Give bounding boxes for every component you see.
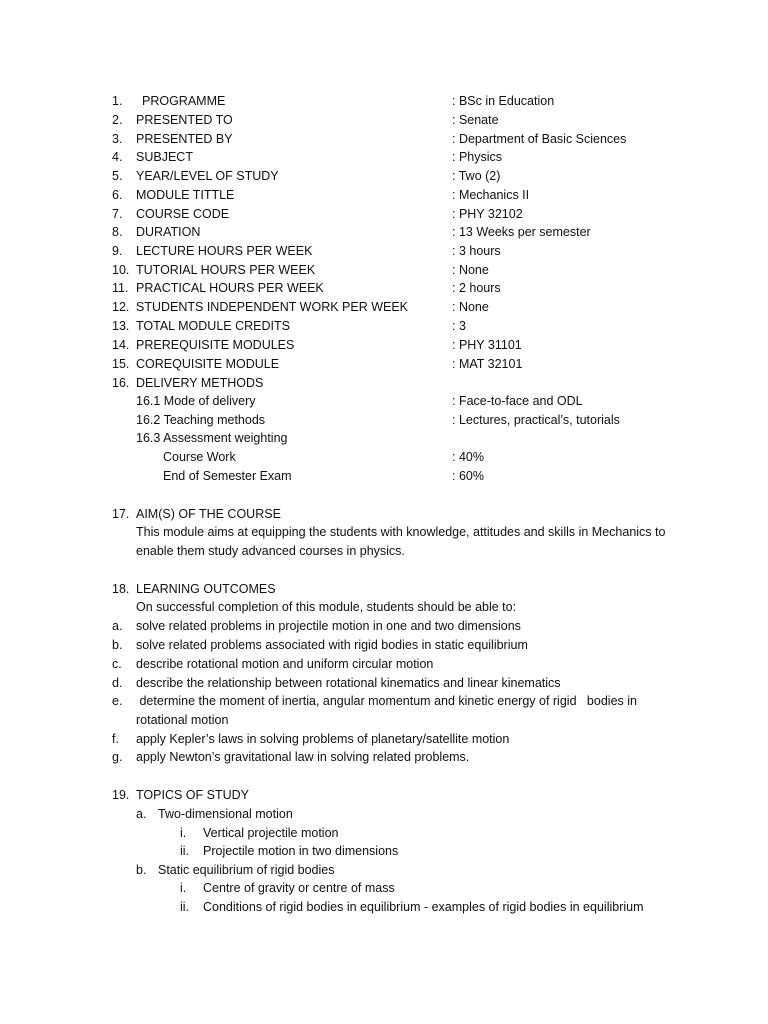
- assessment-weighting-label: 16.3 Assessment weighting: [136, 431, 288, 445]
- outcome-item: [0, 617, 700, 635]
- delivery-mode-row: [0, 392, 700, 410]
- info-row-year-level: [0, 167, 700, 185]
- roman-numeral: ii.: [180, 900, 190, 914]
- info-row-presented-by: [0, 130, 700, 148]
- item-number: 14.: [112, 338, 130, 352]
- topic-item: [0, 805, 700, 823]
- teaching-methods-row: [0, 411, 700, 429]
- item-value: : PHY 32102: [452, 207, 523, 221]
- item-number: 19.: [112, 788, 130, 802]
- item-number: 4.: [112, 150, 123, 164]
- info-row-tutorial-hours: [0, 261, 700, 279]
- outcome-item: [0, 730, 700, 748]
- teaching-methods-label: 16.2 Teaching methods: [136, 413, 266, 427]
- info-row-lecture-hours: [0, 242, 700, 260]
- item-value: : 3 hours: [452, 244, 501, 258]
- topic-letter: a.: [136, 807, 147, 821]
- item-number: 15.: [112, 357, 130, 371]
- subtopic-text: Vertical projectile motion: [203, 826, 339, 840]
- exam-row: [0, 467, 700, 485]
- info-row-corequisite: [0, 355, 700, 373]
- subtopic-item: [0, 842, 700, 860]
- info-row-subject: [0, 148, 700, 166]
- outcome-letter: b.: [112, 638, 123, 652]
- item-label: COURSE CODE: [136, 207, 230, 221]
- item-value: : Department of Basic Sciences: [452, 132, 627, 146]
- topic-text: Static equilibrium of rigid bodies: [158, 863, 335, 877]
- outcome-text: determine the moment of inertia, angular momentum and kinetic energy of rigid bodies in rotational motion: [136, 694, 641, 727]
- item-label: MODULE TITTLE: [136, 188, 235, 202]
- item-number: 5.: [112, 169, 123, 183]
- outcome-letter: c.: [112, 657, 122, 671]
- outcomes-intro-row: [0, 598, 700, 616]
- info-row-module-title: [0, 186, 700, 204]
- outcome-item: [0, 636, 700, 654]
- item-label: TUTORIAL HOURS PER WEEK: [136, 263, 316, 277]
- assessment-weighting-row: [0, 429, 700, 447]
- item-label: COREQUISITE MODULE: [136, 357, 280, 371]
- outcome-letter: g.: [112, 750, 123, 764]
- subtopic-item: [0, 898, 700, 916]
- info-row-presented-to: [0, 111, 700, 129]
- delivery-mode-value: : Face-to-face and ODL: [452, 394, 583, 408]
- info-row-total-credits: [0, 317, 700, 335]
- item-label: PRESENTED TO: [136, 113, 233, 127]
- item-value: : Mechanics II: [452, 188, 530, 202]
- item-label: TOTAL MODULE CREDITS: [136, 319, 290, 333]
- subtopic-item: [0, 879, 700, 897]
- outcome-letter: e.: [112, 694, 123, 708]
- roman-numeral: i.: [180, 881, 187, 895]
- info-row-course-code: [0, 205, 700, 223]
- topic-letter: b.: [136, 863, 147, 877]
- item-label: SUBJECT: [136, 150, 193, 164]
- info-row-programme: [0, 92, 700, 110]
- aims-heading-row: [0, 505, 700, 523]
- aims-heading: AIM(S) OF THE COURSE: [136, 507, 281, 521]
- outcome-item: [0, 748, 700, 766]
- subtopic-text: Centre of gravity or centre of mass: [203, 881, 395, 895]
- subtopic-item: [0, 824, 700, 842]
- outcome-text: solve related problems associated with rigid bodies in static equilibrium: [136, 638, 528, 652]
- coursework-value: : 40%: [452, 450, 484, 464]
- item-label: PRESENTED BY: [136, 132, 233, 146]
- topic-text: Two-dimensional motion: [158, 807, 293, 821]
- item-number: 13.: [112, 319, 130, 333]
- info-row-practical-hours: [0, 279, 700, 297]
- item-label: PROGRAMME: [142, 94, 226, 108]
- item-number: 1.: [112, 94, 123, 108]
- item-number: 18.: [112, 582, 130, 596]
- info-row-prerequisite: [0, 336, 700, 354]
- outcome-text: describe the relationship between rotational kinematics and linear kinematics: [136, 676, 561, 690]
- item-value: : Two (2): [452, 169, 501, 183]
- outcome-text: apply Kepler’s laws in solving problems of planetary/satellite motion: [136, 732, 510, 746]
- coursework-row: [0, 448, 700, 466]
- item-value: : None: [452, 263, 489, 277]
- item-value: : Physics: [452, 150, 503, 164]
- exam-label: End of Semester Exam: [163, 469, 292, 483]
- item-number: 2.: [112, 113, 123, 127]
- item-value: : None: [452, 300, 489, 314]
- item-number: 8.: [112, 225, 123, 239]
- item-number: 16.: [112, 376, 130, 390]
- roman-numeral: i.: [180, 826, 187, 840]
- outcome-item: [0, 655, 700, 673]
- info-row-duration: [0, 223, 700, 241]
- item-value: : 2 hours: [452, 281, 501, 295]
- aims-text: This module aims at equipping the students with knowledge, attitudes and skills in Mechanics to enable them study advanced courses in physics.: [136, 525, 666, 558]
- item-number: 10.: [112, 263, 130, 277]
- item-label: STUDENTS INDEPENDENT WORK PER WEEK: [136, 300, 409, 314]
- item-label: DURATION: [136, 225, 201, 239]
- outcome-text: solve related problems in projectile motion in one and two dimensions: [136, 619, 521, 633]
- outcome-text: apply Newton’s gravitational law in solving related problems.: [136, 750, 470, 764]
- item-number: 6.: [112, 188, 123, 202]
- item-value: : PHY 31101: [452, 338, 522, 352]
- outcome-letter: f.: [112, 732, 119, 746]
- outcomes-intro: On successful completion of this module, students should be able to:: [136, 600, 517, 614]
- item-value: : BSc in Education: [452, 94, 555, 108]
- outcome-text: describe rotational motion and uniform circular motion: [136, 657, 434, 671]
- item-number: 17.: [112, 507, 130, 521]
- outcome-letter: d.: [112, 676, 123, 690]
- item-number: 12.: [112, 300, 130, 314]
- item-label: PRACTICAL HOURS PER WEEK: [136, 281, 324, 295]
- item-number: 11.: [112, 281, 129, 295]
- item-label: DELIVERY METHODS: [136, 376, 264, 390]
- item-label: PREREQUISITE MODULES: [136, 338, 295, 352]
- outcome-letter: a.: [112, 619, 123, 633]
- item-number: 3.: [112, 132, 123, 146]
- item-value: : MAT 32101: [452, 357, 523, 371]
- outcome-item: [0, 674, 700, 692]
- outcomes-heading: LEARNING OUTCOMES: [136, 582, 276, 596]
- item-label: YEAR/LEVEL OF STUDY: [136, 169, 279, 183]
- item-number: 9.: [112, 244, 123, 258]
- teaching-methods-value: : Lectures, practical’s, tutorials: [452, 413, 620, 427]
- subtopic-text: Projectile motion in two dimensions: [203, 844, 399, 858]
- item-number: 7.: [112, 207, 123, 221]
- exam-value: : 60%: [452, 469, 484, 483]
- delivery-mode-label: 16.1 Mode of delivery: [136, 394, 256, 408]
- item-value: : 13 Weeks per semester: [452, 225, 591, 239]
- item-value: : 3: [452, 319, 466, 333]
- outcomes-heading-row: [0, 580, 700, 598]
- topic-item: [0, 861, 700, 879]
- item-label: LECTURE HOURS PER WEEK: [136, 244, 313, 258]
- topics-heading: TOPICS OF STUDY: [136, 788, 249, 802]
- subtopic-text: Conditions of rigid bodies in equilibrium - examples of rigid bodies in equilibrium: [203, 900, 644, 914]
- coursework-label: Course Work: [163, 450, 236, 464]
- info-row-delivery-methods: [0, 374, 700, 392]
- item-value: : Senate: [452, 113, 499, 127]
- roman-numeral: ii.: [180, 844, 190, 858]
- outcome-item: [0, 692, 700, 730]
- topics-heading-row: [0, 786, 700, 804]
- info-row-independent-work: [0, 298, 700, 316]
